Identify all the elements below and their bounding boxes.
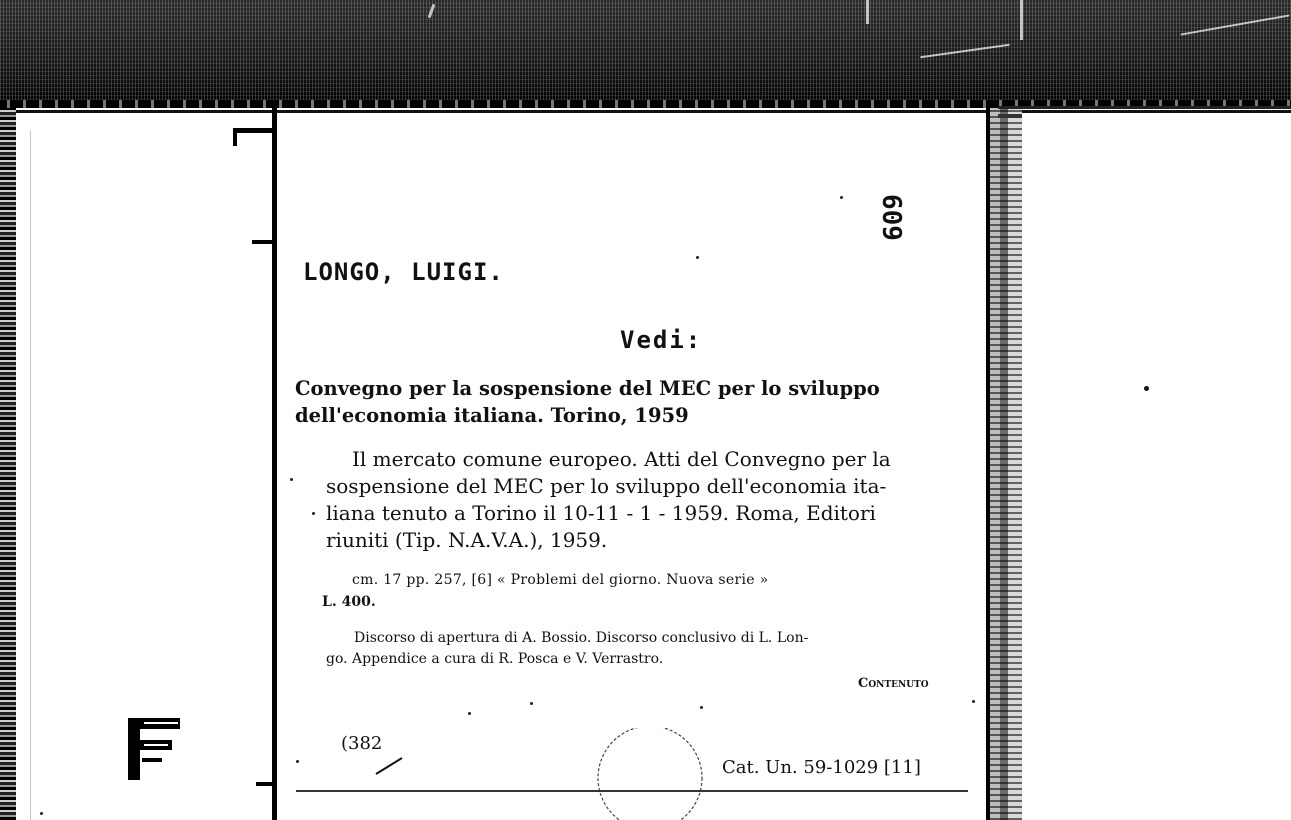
- collation-line: cm. 17 pp. 257, [6] « Problemi del giorno. Nuova serie »: [352, 572, 769, 588]
- left-guide-line: [30, 130, 31, 820]
- left-scan-strip: [0, 108, 16, 820]
- card-bracket-bottom: [256, 782, 274, 786]
- card-bracket-top: [233, 128, 273, 133]
- card-bracket-mid: [252, 240, 274, 244]
- scan-streak: [1020, 0, 1023, 40]
- entry-title-line: dell'economia italiana. Torino, 1959: [295, 404, 689, 427]
- scan-streak: [866, 0, 869, 24]
- scan-top-band: [0, 0, 1291, 108]
- call-number: 609: [876, 194, 906, 241]
- scan-streak: [1181, 14, 1290, 35]
- speckle: [840, 196, 843, 199]
- scan-band-line: [0, 110, 1291, 113]
- price-line: L. 400.: [322, 594, 376, 610]
- speckle: [290, 478, 293, 481]
- description-line: riuniti (Tip. N.A.V.A.), 1959.: [326, 528, 608, 552]
- card-bracket-tick: [233, 128, 237, 146]
- scan-streak: [920, 44, 1009, 59]
- see-reference-label: Vedi:: [620, 326, 703, 354]
- pencil-mark: [372, 754, 412, 778]
- catalog-number: Cat. Un. 59-1029 [11]: [722, 757, 921, 778]
- speckle: [312, 512, 315, 515]
- subject-label: Contenuto: [858, 676, 929, 691]
- f-letter-icon: [128, 718, 182, 780]
- card-left-border: [272, 108, 277, 820]
- speckle: [700, 706, 703, 709]
- entry-title-line: Convegno per la sospensione del MEC per lo sviluppo: [295, 377, 880, 400]
- speckle: [696, 256, 699, 259]
- right-top-mark: [998, 114, 1022, 118]
- speckle: [296, 760, 299, 763]
- description-line: sospensione del MEC per lo sviluppo dell'economia ita-: [326, 474, 887, 498]
- description-line: liana tenuto a Torino il 10-11 - 1 - 1959. Roma, Editori: [326, 501, 876, 525]
- speckle: [40, 812, 43, 815]
- note-line: go. Appendice a cura di R. Posca e V. Verrastro.: [326, 651, 664, 667]
- note-line: Discorso di apertura di A. Bossio. Discorso conclusivo di L. Lon-: [354, 630, 809, 646]
- stray-dot: [1144, 386, 1149, 391]
- description-line: Il mercato comune europeo. Atti del Convegno per la: [352, 447, 891, 471]
- author-heading: LONGO, LUIGI.: [303, 258, 504, 286]
- classification-number: (382: [341, 733, 383, 754]
- speckle: [972, 700, 975, 703]
- card-bottom-rule: [296, 790, 968, 792]
- stamp-circle: [590, 728, 710, 820]
- tab-letter-marker: [128, 718, 182, 780]
- right-scan-strip: [986, 108, 1022, 820]
- scan-streak: [428, 4, 436, 18]
- right-top-line: [998, 106, 1291, 109]
- speckle: [468, 712, 471, 715]
- speckle: [530, 702, 533, 705]
